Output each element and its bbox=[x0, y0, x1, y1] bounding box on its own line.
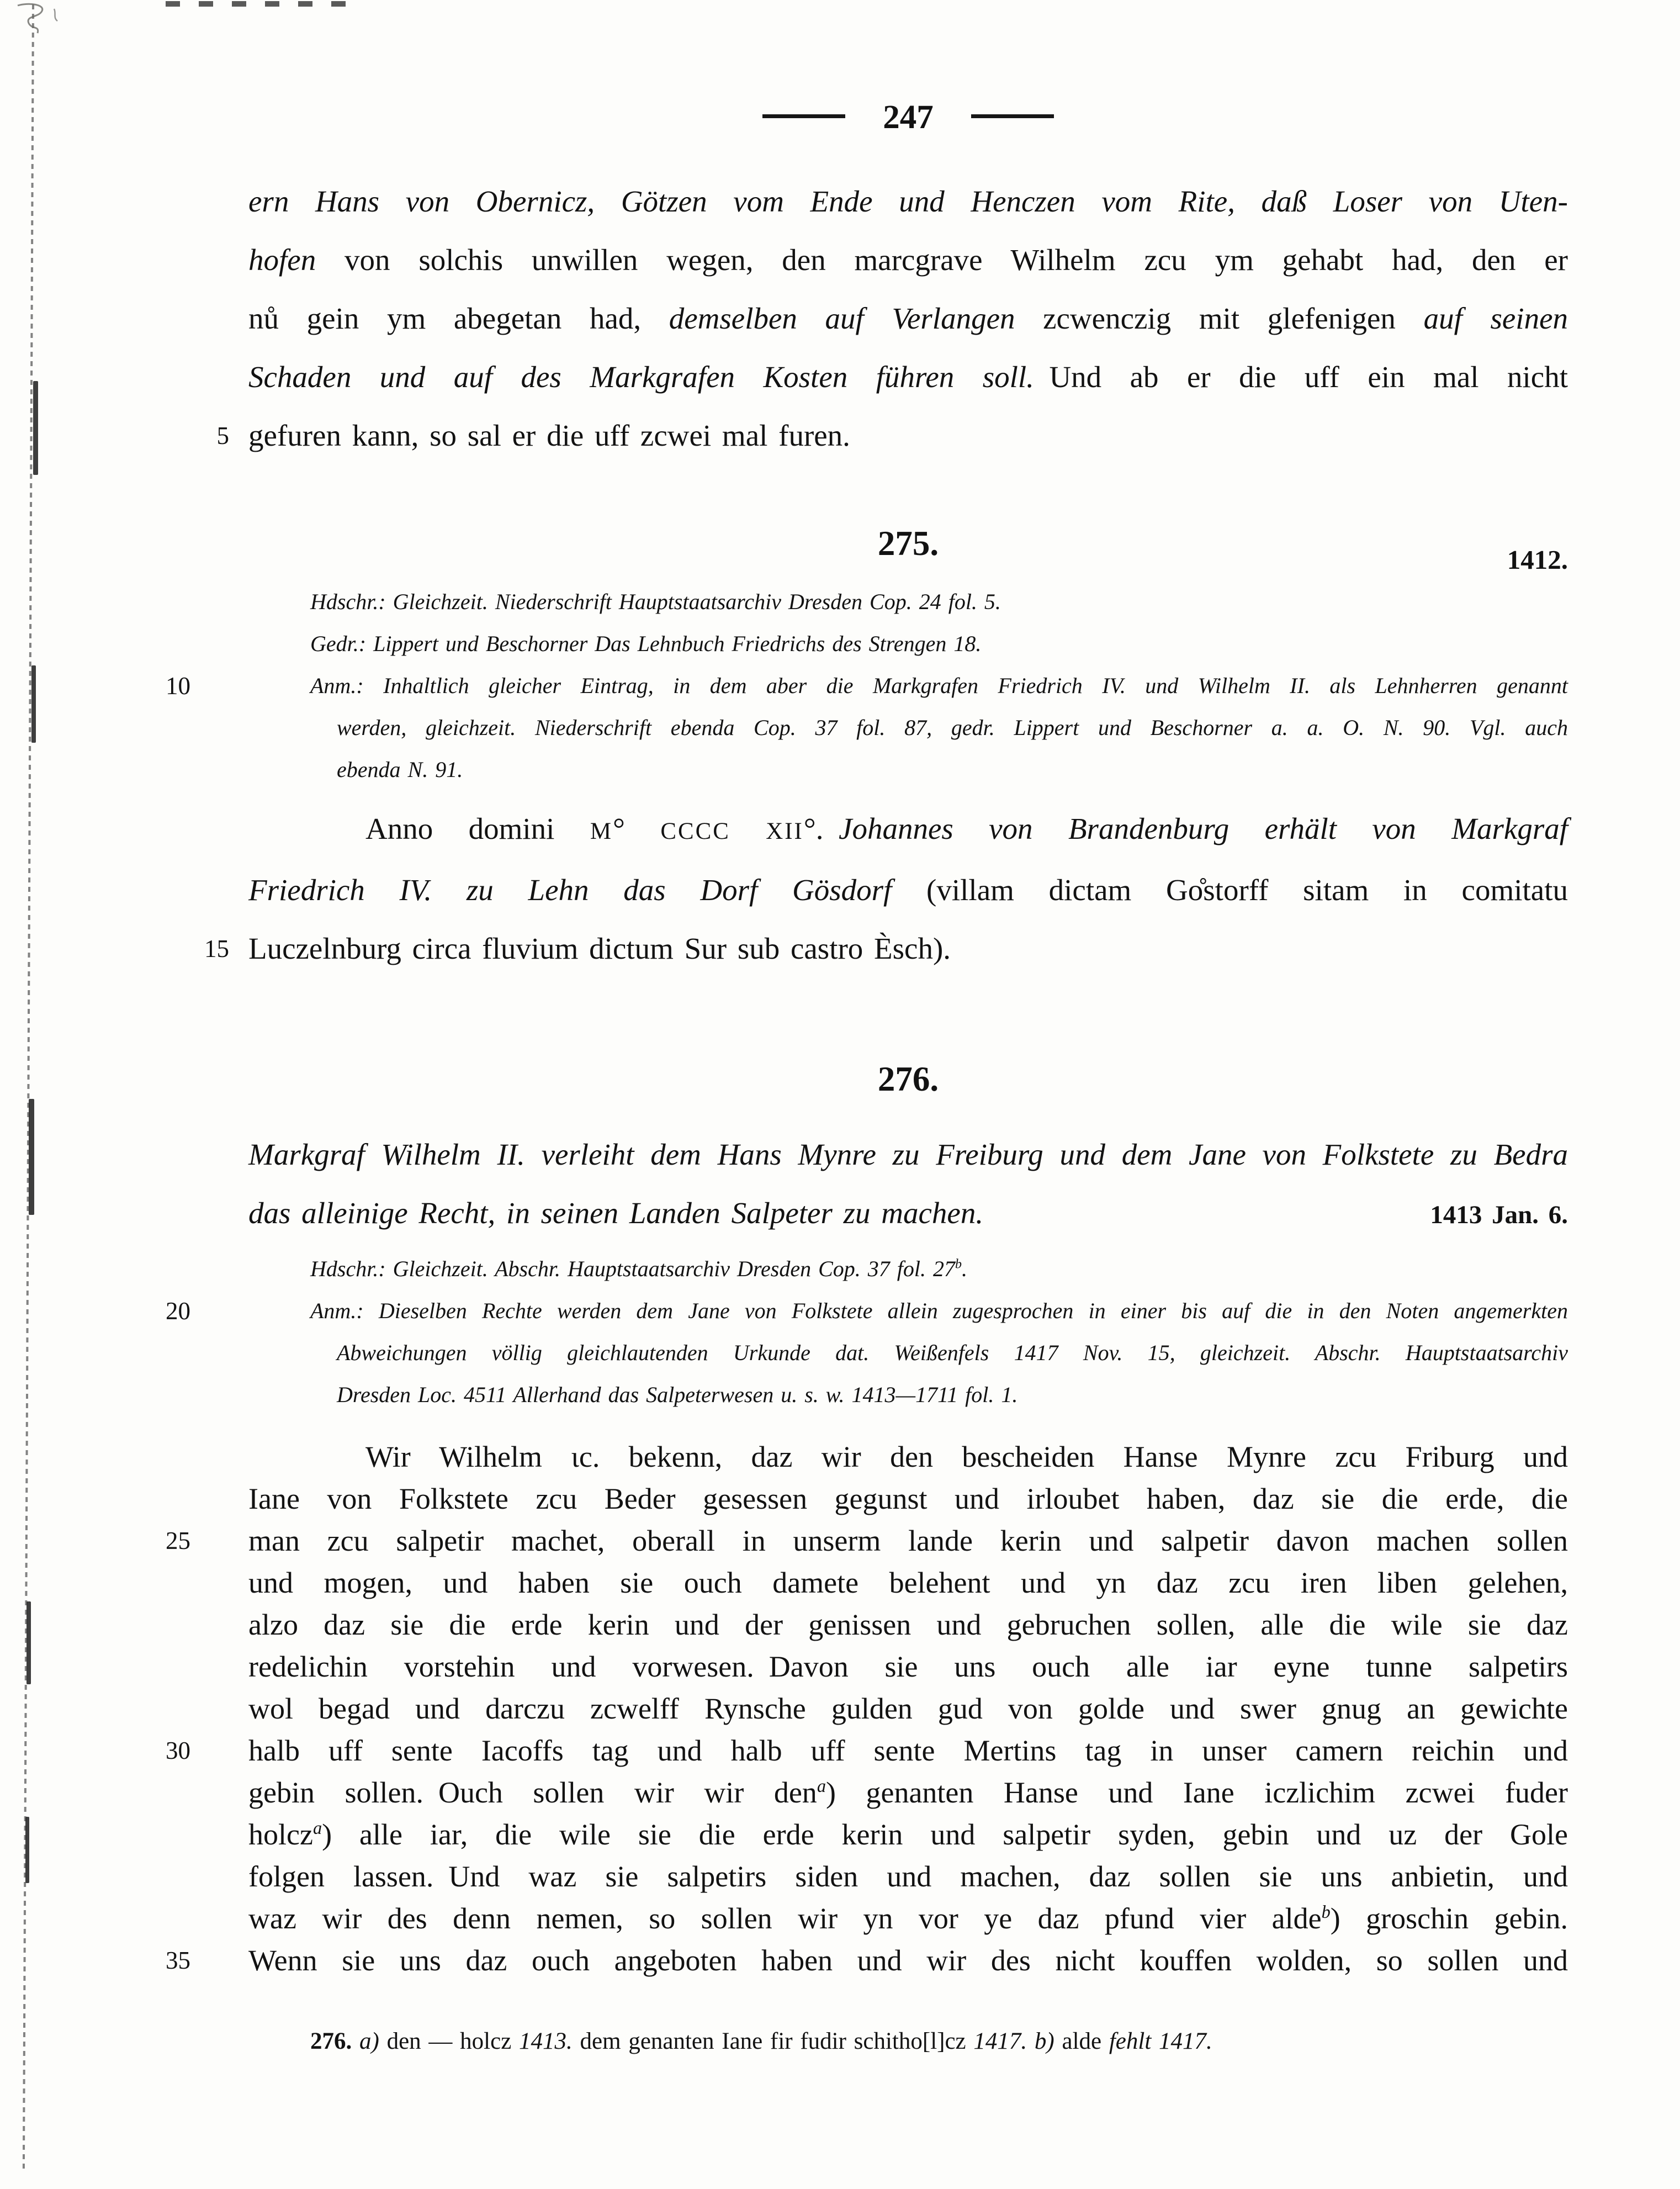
continuation-paragraph bbox=[216, 172, 1568, 465]
text-segment: nů gein ym abegetan had, bbox=[248, 302, 669, 335]
text-segment: redelichin vorstehin und vorwesen. Davon sie uns ouch alle iar eyne tunne salpetirs bbox=[248, 1650, 1568, 1683]
text-segment: M bbox=[590, 818, 613, 844]
header-rule-right bbox=[971, 114, 1054, 118]
text-line bbox=[166, 1520, 1568, 1562]
margin-line-number: 10 bbox=[166, 672, 190, 700]
text-line bbox=[248, 623, 1568, 665]
text-segment: XII bbox=[766, 818, 804, 844]
text-line bbox=[248, 800, 1568, 861]
text-line bbox=[248, 1813, 1568, 1855]
text-segment: Und ab er die uff ein mal nicht bbox=[1034, 360, 1568, 394]
text-segment bbox=[1027, 2028, 1035, 2054]
entry-276-regest bbox=[248, 1125, 1568, 1244]
text-line bbox=[248, 1855, 1568, 1897]
text-segment: Johannes von Brandenburg erhält von Markgraf bbox=[839, 812, 1568, 845]
text-segment: Anm.: Inhaltlich gleicher Eintrag, in dem aber die Markgrafen Friedrich IV. und Wilhelm II. als Lehnherren genannt bbox=[310, 673, 1568, 698]
text-segment: b bbox=[955, 1257, 962, 1272]
text-segment: b) bbox=[1034, 2028, 1054, 2054]
text-segment bbox=[824, 812, 839, 845]
text-segment: Hdschr.: Gleichzeit. Niederschrift Hauptstaatsarchiv Dresden Cop. 24 fol. 5. bbox=[310, 589, 1001, 614]
text-line bbox=[166, 1730, 1568, 1772]
text-segment: von solchis unwillen wegen, den marcgrave Wilhelm zcu ym gehabt had, den er bbox=[316, 243, 1568, 277]
text-segment: Wenn sie uns daz ouch angeboten haben und wir des nicht kouffen wolden, so sollen und bbox=[248, 1944, 1568, 1977]
text-segment: auf seinen bbox=[1423, 302, 1568, 335]
page-header bbox=[248, 93, 1568, 142]
text-line bbox=[248, 1184, 1568, 1244]
margin-line-number: 30 bbox=[166, 1737, 190, 1764]
text-segment: ° bbox=[613, 812, 661, 845]
text-line bbox=[166, 1939, 1568, 1981]
text-segment: Iane von Folkstete zcu Beder gesessen gegunst und irloubet haben, daz sie die erde, die bbox=[248, 1482, 1568, 1515]
text-segment: ebenda N. 91. bbox=[337, 757, 463, 782]
text-line bbox=[248, 1478, 1568, 1520]
entry-date-label: 1413 Jan. 6. bbox=[1430, 1201, 1568, 1229]
text-segment: fehlt 1417. bbox=[1109, 2028, 1212, 2054]
text-line bbox=[248, 1646, 1568, 1688]
text-line bbox=[166, 1290, 1568, 1332]
apparatus-footnote bbox=[248, 2026, 1630, 2058]
regest-text bbox=[248, 1184, 983, 1242]
text-segment: Anno domini bbox=[365, 812, 590, 845]
text-line bbox=[248, 1604, 1568, 1646]
text-line bbox=[248, 1436, 1568, 1478]
text-segment: (villam dictam Go̊storff sitam in comitatu bbox=[926, 873, 1568, 907]
text-segment: hofen bbox=[248, 243, 316, 277]
text-segment: dem genanten Iane fir fudir schitho[l]cz bbox=[572, 2028, 974, 2054]
text-segment: 276. bbox=[310, 2028, 359, 2054]
entry-276-source-notes bbox=[166, 1248, 1568, 1416]
gutter-ink-blob bbox=[31, 665, 36, 743]
text-line bbox=[248, 1125, 1568, 1184]
text-segment: gefuren kann, so sal er die uff zcwei mal furen. bbox=[248, 419, 850, 452]
text-segment: Luczelnburg circa fluvium dictum Sur sub castro Èsch). bbox=[248, 932, 951, 965]
margin-line-number: 15 bbox=[204, 935, 229, 963]
text-segment: das alleinige Recht, in seinen Landen Salpeter zu machen. bbox=[248, 1196, 984, 1230]
entry-276-heading: 276. bbox=[877, 1060, 939, 1098]
text-line bbox=[310, 2026, 1630, 2058]
text-segment: man zcu salpetir machet, oberall in unserm lande kerin und salpetir davon machen sollen bbox=[248, 1524, 1568, 1557]
text-line bbox=[248, 289, 1568, 348]
text-line bbox=[248, 1562, 1568, 1604]
text-segment: wol begad und darczu zcwelff Rynsche gulden gud von golde und swer gnug an gewichte bbox=[248, 1692, 1568, 1725]
text-segment: Anm.: Dieselben Rechte werden dem Jane von Folkstete allein zugesprochen in einer bis auf die in den Noten angemerkten bbox=[310, 1298, 1568, 1323]
text-segment: a) bbox=[359, 2028, 379, 2054]
text-line bbox=[248, 1772, 1568, 1813]
text-segment: gebin sollen. Ouch sollen wir wir den bbox=[248, 1776, 817, 1809]
text-line bbox=[248, 1688, 1568, 1730]
text-segment: Markgraf Wilhelm II. verleiht dem Hans Mynre zu Freiburg und dem Jane von Folkstete zu Bedra bbox=[248, 1138, 1568, 1171]
text-segment: den — holcz bbox=[379, 2028, 520, 2054]
text-segment: alzo daz sie die erde kerin und der genissen und gebruchen sollen, alle die wile sie daz bbox=[248, 1608, 1568, 1641]
text-segment: werden, gleichzeit. Niederschrift ebenda Cop. 37 fol. 87, gedr. Lippert und Beschorner a. a. O. N. 90. Vgl. auch bbox=[337, 715, 1568, 740]
entry-275-heading: 275. bbox=[877, 524, 939, 563]
text-line bbox=[204, 919, 1568, 978]
gutter-ink-blob bbox=[29, 1099, 34, 1215]
text-line bbox=[248, 1332, 1568, 1374]
text-line bbox=[248, 1374, 1568, 1416]
text-segment: Gedr.: Lippert und Beschorner Das Lehnbuch Friedrichs des Strengen 18. bbox=[310, 631, 982, 656]
page-number: 247 bbox=[883, 99, 934, 136]
text-segment: ern Hans von Obernicz, Götzen vom Ende und Henczen vom Rite, daß Loser von Uten- bbox=[248, 184, 1568, 218]
margin-line-number: 25 bbox=[166, 1527, 190, 1554]
text-segment: Friedrich IV. zu Lehn das Dorf Gösdorf bbox=[248, 873, 927, 907]
entry-275-regest bbox=[204, 800, 1568, 978]
text-segment: Abweichungen völlig gleichlautenden Urkunde dat. Weißenfels 1417 Nov. 15, gleichzeit. Abschr. Hauptstaatsarchiv bbox=[337, 1340, 1568, 1365]
text-segment bbox=[730, 812, 766, 845]
text-line bbox=[248, 231, 1568, 289]
text-segment: Hdschr.: Gleichzeit. Abschr. Hauptstaatsarchiv Dresden Cop. 37 fol. 27 bbox=[310, 1256, 956, 1281]
text-segment: . bbox=[962, 1256, 968, 1281]
gutter-ink-blob bbox=[25, 1817, 29, 1883]
text-line bbox=[248, 1897, 1568, 1939]
text-line bbox=[248, 581, 1568, 623]
text-segment: Schaden und auf des Markgrafen Kosten führen soll. bbox=[248, 360, 1034, 394]
page-edge-specks bbox=[166, 1, 364, 7]
text-segment: folgen lassen. Und waz sie salpetirs siden und machen, daz sollen sie uns anbietin, und bbox=[248, 1860, 1568, 1893]
corner-scribble-artifact bbox=[7, 1, 73, 62]
text-segment: a bbox=[817, 1776, 826, 1796]
text-segment: und mogen, und haben sie ouch damete belehent und yn daz zcu iren liben gelehen, bbox=[248, 1566, 1568, 1599]
text-line bbox=[248, 749, 1568, 791]
text-line bbox=[248, 707, 1568, 749]
text-segment: demselben auf Verlangen bbox=[669, 302, 1043, 335]
text-segment: ) genanten Hanse und Iane iczlichim zcwei fuder bbox=[826, 1776, 1568, 1809]
text-line bbox=[248, 1248, 1568, 1290]
text-segment: ) groschin gebin. bbox=[1330, 1902, 1568, 1935]
text-segment: Wir Wilhelm ɩc. bekenn, daz wir den bescheiden Hanse Mynre zcu Friburg und bbox=[365, 1440, 1568, 1473]
entry-275-margin-year: 1412. bbox=[1507, 544, 1568, 575]
gutter-ink-blob bbox=[27, 1601, 31, 1684]
gutter-ink-blob bbox=[33, 381, 38, 475]
text-segment: 1417. bbox=[973, 2028, 1027, 2054]
text-segment: halb uff sente Iacoffs tag und halb uff sente Mertins tag in unser camern reichin und bbox=[248, 1734, 1568, 1767]
text-segment: Dresden Loc. 4511 Allerhand das Salpeterwesen u. s. w. 1413—1711 fol. 1. bbox=[337, 1382, 1018, 1407]
entry-275-source-notes bbox=[166, 581, 1568, 791]
entry-276-body-text bbox=[166, 1436, 1568, 1981]
text-segment: ) alle iar, die wile sie die erde kerin und salpetir syden, gebin und uz der Gole bbox=[322, 1818, 1568, 1851]
text-line bbox=[248, 172, 1568, 231]
text-segment: 1413. bbox=[519, 2028, 573, 2054]
text-segment: a bbox=[312, 1818, 322, 1838]
text-line bbox=[166, 665, 1568, 707]
text-line bbox=[248, 348, 1568, 406]
header-rule-left bbox=[762, 114, 845, 118]
text-line bbox=[248, 861, 1568, 919]
text-segment: alde bbox=[1054, 2028, 1109, 2054]
text-line bbox=[216, 406, 1568, 465]
text-segment: °. bbox=[803, 812, 824, 845]
text-segment: CCCC bbox=[660, 818, 730, 844]
margin-line-number: 20 bbox=[166, 1297, 190, 1325]
text-segment: waz wir des denn nemen, so sollen wir yn vor ye daz pfund vier alde bbox=[248, 1902, 1322, 1935]
text-segment: zcwenczig mit glefenigen bbox=[1043, 302, 1424, 335]
text-segment: holcz bbox=[248, 1818, 313, 1851]
text-segment: b bbox=[1321, 1902, 1331, 1922]
margin-line-number: 35 bbox=[166, 1947, 190, 1974]
margin-line-number: 5 bbox=[216, 422, 229, 450]
